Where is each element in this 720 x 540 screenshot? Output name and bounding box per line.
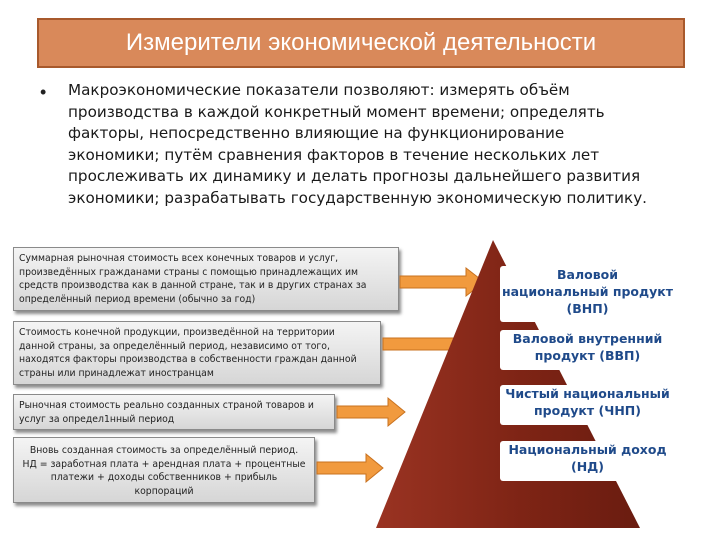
intro-line: экономики; путём сравнения факторов в течение нескольких лет bbox=[68, 145, 600, 164]
intro-line: производства в каждой конкретный момент времени; определять bbox=[68, 102, 605, 121]
pyramid-label-nnp bbox=[500, 385, 675, 425]
intro-line: экономики; разрабатывать государственную экономическую политику. bbox=[68, 188, 648, 207]
definition-line: НД = заработная плата + арендная плата + процентные bbox=[22, 458, 306, 470]
pyramid-label-line: Чистый национальный bbox=[505, 386, 670, 401]
pyramid-label-ni bbox=[500, 441, 675, 481]
pyramid-label-line: Валовой внутренний bbox=[512, 331, 663, 346]
pyramid-label-line: Национальный доход bbox=[508, 442, 667, 457]
definition-line: услуг за определ1нный период bbox=[19, 413, 175, 425]
definition-line: платежи + доходы собственников + прибыль bbox=[50, 472, 278, 483]
pyramid-label-line: национальный продукт bbox=[501, 284, 673, 299]
pyramid-label-line: Валовой bbox=[557, 267, 618, 282]
definition-line: произведённых гражданами страны с помощью принадлежащих им bbox=[19, 266, 359, 278]
pyramid-label-gdp bbox=[500, 330, 675, 370]
definition-line: страны или принадлежат иностранцам bbox=[19, 367, 214, 379]
definition-line: Вновь созданная стоимость за определённый период. bbox=[29, 445, 299, 456]
definition-line: Суммарная рыночная стоимость всех конечных товаров и услуг, bbox=[19, 253, 339, 264]
intro-line: прослеживать их динамику и делать прогнозы дальнейшего развития bbox=[68, 167, 641, 186]
definition-line: определённый период времени (обычно за год) bbox=[19, 293, 256, 305]
definition-line: средств производства как в данной стране, так и в других странах за bbox=[19, 280, 367, 291]
pyramid-label-gnp bbox=[500, 266, 675, 322]
intro-line: Макроэкономические показатели позволяют: измерять объём bbox=[68, 81, 570, 99]
bullet-icon: • bbox=[40, 82, 47, 102]
definition-line: корпораций bbox=[134, 485, 194, 497]
pyramid-label-line: продукт (ВВП) bbox=[534, 348, 641, 363]
definition-line: данной страны, за определённый период, независимо от того, bbox=[19, 340, 330, 352]
pyramid-label-line: продукт (ЧНП) bbox=[534, 403, 641, 418]
pyramid-label-line: (ВНП) bbox=[566, 301, 609, 316]
intro-line: факторы, непосредственно влияющие на функционирование bbox=[68, 124, 565, 143]
definition-line: Стоимость конечной продукции, произведённой на территории bbox=[19, 327, 335, 338]
slide-title: Измерители экономической деятельности bbox=[37, 18, 685, 68]
definition-line: находятся факторы производства в собственности граждан данной bbox=[19, 354, 357, 365]
pyramid-label-line: (НД) bbox=[570, 459, 605, 474]
definition-line: Рыночная стоимость реально созданных страной товаров и bbox=[19, 400, 314, 411]
